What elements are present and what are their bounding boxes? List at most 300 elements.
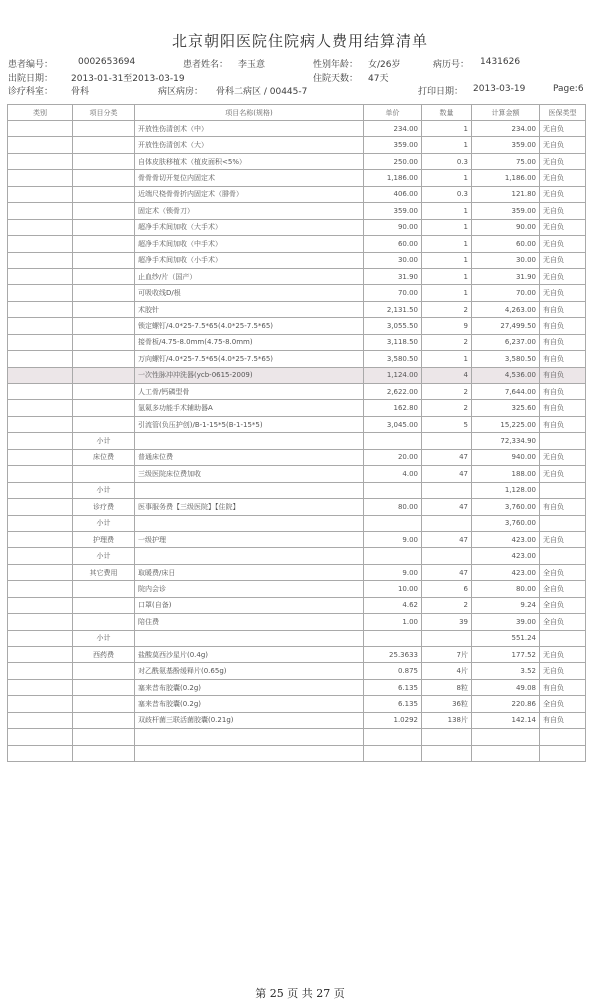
cell-item-name: 开放性伤清创术（大）	[135, 137, 364, 153]
cell-amount: 940.00	[472, 449, 540, 465]
cell-quantity: 4片	[422, 663, 472, 679]
cell-category	[8, 548, 73, 564]
cell-unit-price: 70.00	[364, 285, 422, 301]
cell-category	[8, 203, 73, 219]
table-row	[8, 515, 586, 531]
cell-amount: 423.00	[472, 564, 540, 580]
cell-category	[8, 351, 73, 367]
page-footer: 第 25 页 共 27 页	[255, 987, 345, 1000]
cell-item-class: 其它费用	[73, 564, 135, 580]
cell-unit-price: 2,131.50	[364, 301, 422, 317]
cell-item-class	[73, 663, 135, 679]
table-row	[8, 663, 586, 679]
table-row	[8, 499, 586, 515]
cell-category	[8, 515, 73, 531]
cell-category	[8, 334, 73, 350]
cell-category	[8, 745, 73, 761]
cell-item-name: 塞来昔布胶囊(0.2g)	[135, 696, 364, 712]
cell-category	[8, 433, 73, 449]
col-header-category: 类别	[8, 105, 73, 121]
cell-insurance: 有自负	[540, 318, 586, 334]
cell-amount: 3,580.50	[472, 351, 540, 367]
cell-item-class: 护理费	[73, 531, 135, 547]
patient-name-label: 患者姓名：	[183, 60, 229, 70]
cell-unit-price: 1.00	[364, 614, 422, 630]
cell-item-class	[73, 679, 135, 695]
cell-amount: 9.24	[472, 597, 540, 613]
cell-category	[8, 301, 73, 317]
cell-item-class	[73, 285, 135, 301]
cell-unit-price: 6.135	[364, 696, 422, 712]
cell-quantity: 1	[422, 137, 472, 153]
cell-amount: 423.00	[472, 531, 540, 547]
cell-quantity: 2	[422, 384, 472, 400]
cell-amount: 15,225.00	[472, 416, 540, 432]
cell-insurance: 全自负	[540, 614, 586, 630]
cell-item-name	[135, 745, 364, 761]
cell-quantity: 0.3	[422, 186, 472, 202]
cell-item-name: 陪住费	[135, 614, 364, 630]
cell-amount: 3,760.00	[472, 515, 540, 531]
cell-unit-price: 10.00	[364, 581, 422, 597]
cell-item-name: 双歧杆菌三联活菌胶囊(0.21g)	[135, 712, 364, 728]
cell-quantity: 47	[422, 531, 472, 547]
cell-insurance: 无自负	[540, 121, 586, 137]
cell-amount: 1,186.00	[472, 170, 540, 186]
cell-category	[8, 268, 73, 284]
cell-insurance: 全自负	[540, 581, 586, 597]
cell-unit-price: 25.3633	[364, 647, 422, 663]
table-row	[8, 729, 586, 745]
cell-amount: 142.14	[472, 712, 540, 728]
table-row	[8, 219, 586, 235]
cell-quantity: 9	[422, 318, 472, 334]
cell-quantity: 47	[422, 466, 472, 482]
cell-insurance	[540, 630, 586, 646]
cell-item-class	[73, 416, 135, 432]
table-row	[8, 416, 586, 432]
cell-quantity	[422, 548, 472, 564]
cell-quantity: 0.3	[422, 153, 472, 169]
cell-category	[8, 581, 73, 597]
cell-amount: 70.00	[472, 285, 540, 301]
cell-insurance: 有自负	[540, 416, 586, 432]
cell-category	[8, 482, 73, 498]
cell-insurance: 无自负	[540, 268, 586, 284]
table-row	[8, 121, 586, 137]
col-header-insurance: 医保类型	[540, 105, 586, 121]
cell-unit-price: 162.80	[364, 400, 422, 416]
cell-unit-price: 80.00	[364, 499, 422, 515]
table-header-row	[8, 105, 586, 121]
cell-item-name: 医事服务费【三级医院】【住院】	[135, 499, 364, 515]
cell-item-name: 超净手术间加收（大手术）	[135, 219, 364, 235]
cell-item-name	[135, 729, 364, 745]
ward-value: 骨科二病区 / 00445-7	[216, 87, 308, 97]
cell-amount: 75.00	[472, 153, 540, 169]
cell-quantity	[422, 729, 472, 745]
cell-unit-price: 9.00	[364, 564, 422, 580]
cell-unit-price: 3,580.50	[364, 351, 422, 367]
table-row	[8, 581, 586, 597]
table-row	[8, 252, 586, 268]
cell-quantity	[422, 482, 472, 498]
patient-no-label: 患者编号：	[8, 60, 54, 70]
cell-category	[8, 219, 73, 235]
cell-quantity	[422, 515, 472, 531]
cell-insurance: 全自负	[540, 564, 586, 580]
cell-category	[8, 466, 73, 482]
table-row	[8, 466, 586, 482]
patient-name: 李玉意	[238, 60, 266, 70]
cell-unit-price: 234.00	[364, 121, 422, 137]
cell-item-class	[73, 367, 135, 383]
cell-unit-price: 359.00	[364, 203, 422, 219]
table-row	[8, 433, 586, 449]
cell-quantity	[422, 433, 472, 449]
cell-quantity: 7片	[422, 647, 472, 663]
cell-item-name: 万向螺钉/4.0*25-7.5*65(4.0*25-7.5*65)	[135, 351, 364, 367]
cell-amount	[472, 729, 540, 745]
cell-amount: 188.00	[472, 466, 540, 482]
table-row	[8, 351, 586, 367]
cell-item-name: 锁定螺钉/4.0*25-7.5*65(4.0*25-7.5*65)	[135, 318, 364, 334]
cell-category	[8, 712, 73, 728]
cell-amount: 359.00	[472, 137, 540, 153]
cell-category	[8, 318, 73, 334]
cell-category	[8, 597, 73, 613]
cell-insurance: 无自负	[540, 663, 586, 679]
cell-unit-price	[364, 548, 422, 564]
table-row	[8, 268, 586, 284]
cell-amount: 90.00	[472, 219, 540, 235]
cell-unit-price: 20.00	[364, 449, 422, 465]
cell-amount: 60.00	[472, 236, 540, 252]
cell-category	[8, 729, 73, 745]
cell-quantity: 1	[422, 121, 472, 137]
cell-item-class: 小计	[73, 548, 135, 564]
cell-item-name: 接骨板/4.75-8.0mm(4.75-8.0mm)	[135, 334, 364, 350]
table-row	[8, 301, 586, 317]
cell-insurance: 有自负	[540, 499, 586, 515]
cell-category	[8, 647, 73, 663]
cell-insurance	[540, 548, 586, 564]
table-row	[8, 630, 586, 646]
cell-insurance: 有自负	[540, 301, 586, 317]
cell-insurance: 有自负	[540, 679, 586, 695]
dept-label: 诊疗科室：	[8, 87, 54, 97]
cell-insurance: 全自负	[540, 696, 586, 712]
cell-amount: 31.90	[472, 268, 540, 284]
cell-unit-price: 4.00	[364, 466, 422, 482]
cell-category	[8, 400, 73, 416]
cell-amount: 325.60	[472, 400, 540, 416]
cell-unit-price: 30.00	[364, 252, 422, 268]
cell-item-class: 床位费	[73, 449, 135, 465]
cell-item-name: 人工骨/钙磷型骨	[135, 384, 364, 400]
cell-item-class	[73, 121, 135, 137]
cell-item-class	[73, 334, 135, 350]
cell-quantity: 1	[422, 285, 472, 301]
cell-amount: 7,644.00	[472, 384, 540, 400]
cell-item-class	[73, 745, 135, 761]
cell-insurance: 全自负	[540, 597, 586, 613]
cell-item-class	[73, 318, 135, 334]
cell-insurance: 有自负	[540, 400, 586, 416]
cell-quantity: 1	[422, 203, 472, 219]
table-row	[8, 334, 586, 350]
cell-insurance	[540, 745, 586, 761]
patient-no: 0002653694	[78, 57, 136, 67]
table-row	[8, 548, 586, 564]
cell-quantity: 138片	[422, 712, 472, 728]
cell-insurance: 无自负	[540, 252, 586, 268]
cell-amount: 3.52	[472, 663, 540, 679]
cell-amount: 359.00	[472, 203, 540, 219]
table-row	[8, 647, 586, 663]
cell-quantity: 1	[422, 236, 472, 252]
cell-insurance: 无自负	[540, 186, 586, 202]
cell-unit-price: 1,124.00	[364, 367, 422, 383]
cell-amount: 30.00	[472, 252, 540, 268]
ward-label: 病区病房：	[158, 87, 204, 97]
cell-insurance	[540, 482, 586, 498]
cell-item-name: 自体皮肤移植术（植皮面积<5%）	[135, 153, 364, 169]
cell-item-name: 塞来昔布胶囊(0.2g)	[135, 679, 364, 695]
table-row	[8, 679, 586, 695]
table-row	[8, 137, 586, 153]
cell-item-name: 固定术（锁骨刀）	[135, 203, 364, 219]
cell-amount: 177.52	[472, 647, 540, 663]
page-label: Page:6	[553, 84, 584, 94]
cell-unit-price: 9.00	[364, 531, 422, 547]
case-no: 1431626	[480, 57, 521, 67]
cell-amount: 423.00	[472, 548, 540, 564]
cell-item-name: 开放性伤清创术（中）	[135, 121, 364, 137]
cell-amount: 121.80	[472, 186, 540, 202]
cell-amount: 72,334.90	[472, 433, 540, 449]
cell-category	[8, 696, 73, 712]
cell-quantity: 2	[422, 334, 472, 350]
cell-quantity: 6	[422, 581, 472, 597]
cell-quantity	[422, 745, 472, 761]
cell-item-class	[73, 203, 135, 219]
cell-quantity: 5	[422, 416, 472, 432]
cell-item-name: 取暖费/床日	[135, 564, 364, 580]
cell-item-name: 近端尺桡骨骨折内固定术（腓骨）	[135, 186, 364, 202]
cell-unit-price: 3,045.00	[364, 416, 422, 432]
cell-category	[8, 449, 73, 465]
cell-category	[8, 564, 73, 580]
case-no-label: 病历号：	[433, 60, 470, 70]
cell-category	[8, 663, 73, 679]
cell-category	[8, 137, 73, 153]
table-row	[8, 285, 586, 301]
table-row	[8, 482, 586, 498]
cell-item-class	[73, 729, 135, 745]
cell-unit-price: 1.0292	[364, 712, 422, 728]
cell-quantity: 47	[422, 499, 472, 515]
cell-unit-price	[364, 515, 422, 531]
cell-unit-price: 31.90	[364, 268, 422, 284]
col-header-item-class: 项目分类	[73, 105, 135, 121]
cell-amount: 220.86	[472, 696, 540, 712]
cell-category	[8, 531, 73, 547]
cell-insurance: 无自负	[540, 170, 586, 186]
cell-quantity: 2	[422, 400, 472, 416]
table-row	[8, 745, 586, 761]
cell-unit-price	[364, 482, 422, 498]
cell-unit-price: 6.135	[364, 679, 422, 695]
cell-item-class: 西药费	[73, 647, 135, 663]
cell-item-class: 小计	[73, 515, 135, 531]
cell-category	[8, 121, 73, 137]
cell-unit-price: 60.00	[364, 236, 422, 252]
cell-quantity: 47	[422, 449, 472, 465]
table-row	[8, 236, 586, 252]
col-header-quantity: 数量	[422, 105, 472, 121]
cell-item-class: 诊疗费	[73, 499, 135, 515]
cell-item-class	[73, 614, 135, 630]
cell-amount: 4,536.00	[472, 367, 540, 383]
col-header-unit-price: 单价	[364, 105, 422, 121]
cell-item-name: 术胶针	[135, 301, 364, 317]
cell-item-name	[135, 630, 364, 646]
cell-insurance: 无自负	[540, 137, 586, 153]
cell-item-class	[73, 236, 135, 252]
cell-amount: 3,760.00	[472, 499, 540, 515]
cell-quantity: 1	[422, 268, 472, 284]
cell-unit-price: 90.00	[364, 219, 422, 235]
admission-label: 出院日期：	[8, 74, 54, 84]
days-value: 47天	[368, 74, 389, 84]
cell-item-class	[73, 170, 135, 186]
table-row	[8, 696, 586, 712]
cell-item-class	[73, 696, 135, 712]
cell-amount: 49.08	[472, 679, 540, 695]
cell-item-name: 可吸收线D/根	[135, 285, 364, 301]
cell-item-name: 骨骨骨切开复位内固定术	[135, 170, 364, 186]
cell-item-class	[73, 268, 135, 284]
table-row	[8, 400, 586, 416]
cell-item-name: 口罩(自备)	[135, 597, 364, 613]
cell-item-class	[73, 252, 135, 268]
col-header-amount: 计算金额	[472, 105, 540, 121]
cell-unit-price: 4.62	[364, 597, 422, 613]
cell-unit-price: 3,118.50	[364, 334, 422, 350]
cell-insurance	[540, 433, 586, 449]
cell-item-class	[73, 712, 135, 728]
cell-quantity: 47	[422, 564, 472, 580]
cell-item-class	[73, 384, 135, 400]
cell-quantity: 39	[422, 614, 472, 630]
cell-unit-price	[364, 745, 422, 761]
table-body	[8, 121, 586, 762]
col-header-item-name: 项目名称(规格)	[135, 105, 364, 121]
cell-amount: 234.00	[472, 121, 540, 137]
cell-item-name: 院内会诊	[135, 581, 364, 597]
cell-item-name: 三级医院床位费加收	[135, 466, 364, 482]
cell-item-class	[73, 400, 135, 416]
cell-item-class	[73, 153, 135, 169]
cell-quantity: 1	[422, 170, 472, 186]
cell-item-class	[73, 581, 135, 597]
cell-unit-price: 406.00	[364, 186, 422, 202]
cell-item-class	[73, 137, 135, 153]
cell-unit-price: 3,055.50	[364, 318, 422, 334]
cell-category	[8, 367, 73, 383]
cell-quantity	[422, 630, 472, 646]
cell-quantity: 1	[422, 252, 472, 268]
cell-item-class: 小计	[73, 482, 135, 498]
cell-category	[8, 679, 73, 695]
cell-item-name: 对乙酰氨基酚缓释片(0.65g)	[135, 663, 364, 679]
cell-item-class	[73, 301, 135, 317]
table-row	[8, 597, 586, 613]
cell-quantity: 8粒	[422, 679, 472, 695]
cell-insurance: 无自负	[540, 449, 586, 465]
cell-quantity: 4	[422, 367, 472, 383]
cell-category	[8, 499, 73, 515]
cell-amount: 39.00	[472, 614, 540, 630]
table-row	[8, 170, 586, 186]
cell-amount	[472, 745, 540, 761]
cell-unit-price	[364, 630, 422, 646]
cell-unit-price: 250.00	[364, 153, 422, 169]
cell-category	[8, 236, 73, 252]
table-row	[8, 153, 586, 169]
cell-unit-price: 1,186.00	[364, 170, 422, 186]
table-row	[8, 384, 586, 400]
admission-period: 2013-01-31至2013-03-19	[71, 74, 185, 84]
cell-category	[8, 416, 73, 432]
cell-item-name: 氩氦多功能手术辅助器A	[135, 400, 364, 416]
cell-insurance: 有自负	[540, 334, 586, 350]
table-row	[8, 712, 586, 728]
cell-category	[8, 384, 73, 400]
cell-quantity: 36粒	[422, 696, 472, 712]
print-date: 2013-03-19	[473, 84, 526, 94]
cell-insurance: 有自负	[540, 712, 586, 728]
cell-insurance	[540, 515, 586, 531]
cell-insurance: 无自负	[540, 219, 586, 235]
cell-amount: 80.00	[472, 581, 540, 597]
table-row	[8, 531, 586, 547]
cell-category	[8, 170, 73, 186]
cell-item-class: 小计	[73, 433, 135, 449]
cell-item-class	[73, 351, 135, 367]
cell-quantity: 1	[422, 351, 472, 367]
table-row	[8, 449, 586, 465]
cell-insurance	[540, 729, 586, 745]
cell-item-name: 一次性脉冲冲洗器(ycb-0615-2009)	[135, 367, 364, 383]
cell-insurance: 有自负	[540, 351, 586, 367]
cell-amount: 1,128.00	[472, 482, 540, 498]
cell-item-class	[73, 597, 135, 613]
cell-category	[8, 153, 73, 169]
cell-quantity: 2	[422, 597, 472, 613]
sex-age: 女/26岁	[368, 60, 401, 70]
dept-value: 骨科	[71, 87, 90, 97]
cell-item-name: 止血纱/片（国产）	[135, 268, 364, 284]
cell-amount: 551.24	[472, 630, 540, 646]
cell-quantity: 1	[422, 219, 472, 235]
cell-category	[8, 285, 73, 301]
fee-table	[7, 104, 586, 762]
cell-category	[8, 186, 73, 202]
cell-amount: 6,237.00	[472, 334, 540, 350]
cell-insurance: 无自负	[540, 203, 586, 219]
